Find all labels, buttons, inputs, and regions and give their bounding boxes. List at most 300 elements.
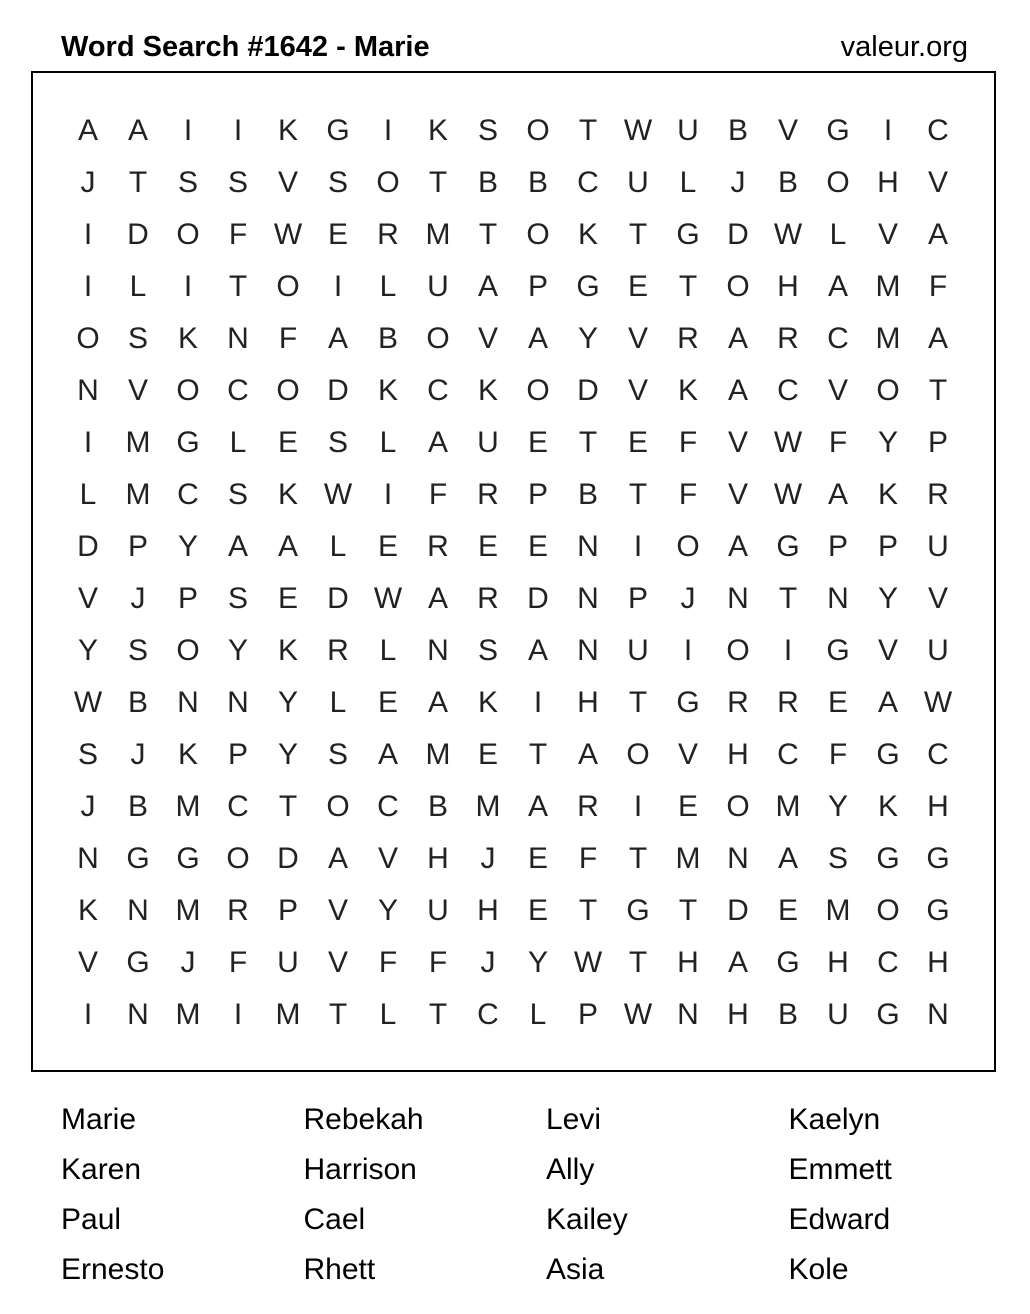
grid-letter: U [627, 634, 649, 667]
grid-letter: E [627, 426, 648, 459]
grid-letter: O [176, 374, 200, 407]
grid-letter: M [175, 998, 201, 1031]
grid-letter: E [377, 686, 398, 719]
grid-letter: I [883, 114, 893, 147]
grid-letter: A [477, 270, 498, 303]
grid-letter: W [623, 114, 653, 147]
grid-letter: A [427, 582, 448, 615]
grid-letter: T [278, 790, 298, 823]
grid-letter: V [327, 946, 348, 979]
grid-letter: R [377, 218, 399, 251]
grid-letter: K [577, 218, 598, 251]
grid-letter: E [477, 530, 498, 563]
grid-letter: L [379, 998, 397, 1031]
grid-letter: D [527, 582, 549, 615]
grid-letter: E [627, 270, 648, 303]
grid-letter: G [776, 530, 800, 563]
grid-letter: K [877, 790, 898, 823]
grid-letter: K [77, 894, 98, 927]
grid-letter: A [827, 478, 848, 511]
grid-letter: E [527, 530, 548, 563]
grid-letter: G [176, 426, 200, 459]
grid-letter: L [229, 426, 247, 459]
grid-letter: S [227, 166, 248, 199]
grid-letter: F [678, 478, 698, 511]
word-list-item: Harrison [303, 1153, 417, 1186]
grid-letter: R [577, 790, 599, 823]
word-list-item: Emmett [788, 1153, 892, 1186]
grid-letter: B [477, 166, 498, 199]
grid-letter: A [727, 322, 748, 355]
grid-letter: T [428, 998, 448, 1031]
grid-letter: L [829, 218, 847, 251]
grid-letter: F [228, 946, 248, 979]
grid-letter: R [327, 634, 349, 667]
grid-letter: Y [277, 686, 298, 719]
grid-letter: O [876, 374, 900, 407]
grid-letter: N [577, 634, 599, 667]
grid-letter: B [577, 478, 598, 511]
grid-letter: K [177, 738, 198, 771]
grid-letter: W [923, 686, 953, 719]
grid-letter: K [377, 374, 398, 407]
grid-letter: T [628, 686, 648, 719]
grid-letter: V [77, 946, 98, 979]
grid-letter: N [127, 894, 149, 927]
grid-letter: C [577, 166, 599, 199]
grid-letter: I [183, 270, 193, 303]
grid-letter: B [427, 790, 448, 823]
grid-letter: T [578, 894, 598, 927]
grid-letter: N [577, 530, 599, 563]
grid-letter: V [327, 894, 348, 927]
grid-letter: S [227, 478, 248, 511]
grid-letter: P [527, 478, 548, 511]
grid-letter: V [777, 114, 798, 147]
word-list-item: Kaelyn [788, 1103, 881, 1136]
grid-letter: T [628, 478, 648, 511]
grid-letter: I [383, 114, 393, 147]
grid-letter: U [477, 426, 499, 459]
grid-letter: E [527, 842, 548, 875]
word-list-item: Rebekah [303, 1103, 424, 1136]
grid-letter: T [678, 270, 698, 303]
grid-letter: B [527, 166, 548, 199]
grid-letter: L [379, 426, 397, 459]
grid-letter: S [127, 322, 148, 355]
grid-letter: E [677, 790, 698, 823]
grid-letter: M [425, 218, 451, 251]
grid-letter: O [876, 894, 900, 927]
grid-letter: E [527, 894, 548, 927]
grid-letter: H [427, 842, 449, 875]
grid-letter: C [477, 998, 499, 1031]
word-list [61, 1095, 1030, 1295]
grid-letter: S [77, 738, 98, 771]
grid-letter: W [573, 946, 603, 979]
grid-letter: G [676, 686, 700, 719]
word-list-item: Ally [546, 1153, 595, 1186]
grid-letter: P [877, 530, 898, 563]
grid-letter: B [727, 114, 748, 147]
grid-letter: G [876, 998, 900, 1031]
grid-letter: K [477, 374, 498, 407]
grid-letter: R [677, 322, 699, 355]
grid-letter: O [76, 322, 100, 355]
grid-letter: N [77, 842, 99, 875]
grid-letter: G [926, 894, 950, 927]
grid-letter: N [127, 998, 149, 1031]
grid-letter: T [928, 374, 948, 407]
grid-letter: V [727, 478, 748, 511]
grid-letter: G [176, 842, 200, 875]
grid-letter: I [683, 634, 693, 667]
grid-letter: S [477, 634, 498, 667]
grid-letter: U [427, 270, 449, 303]
grid-letter: J [80, 166, 96, 199]
grid-letter: S [327, 426, 348, 459]
grid-letter: C [827, 322, 849, 355]
grid-letter: M [125, 426, 151, 459]
grid-letter: C [777, 374, 799, 407]
grid-letter: Y [177, 530, 198, 563]
grid-letter: T [328, 998, 348, 1031]
grid-letter: B [127, 790, 148, 823]
grid-letter: P [277, 894, 298, 927]
puzzle-title: Word Search #1642 - Marie [61, 31, 430, 63]
grid-letter: L [129, 270, 147, 303]
grid-letter: N [927, 998, 949, 1031]
grid-letter: N [227, 322, 249, 355]
grid-letter: C [227, 374, 249, 407]
grid-letter: O [526, 218, 550, 251]
grid-letter: J [680, 582, 696, 615]
grid-letter: M [425, 738, 451, 771]
word-list-item: Karen [61, 1153, 142, 1186]
grid-letter: C [777, 738, 799, 771]
grid-letter: F [928, 270, 948, 303]
grid-letter: J [730, 166, 746, 199]
grid-letter: V [127, 374, 148, 407]
grid-letter: D [727, 894, 749, 927]
grid-letter: G [126, 946, 150, 979]
grid-letter: H [827, 946, 849, 979]
grid-letter: W [623, 998, 653, 1031]
grid-letter: J [130, 582, 146, 615]
grid-letter: U [627, 166, 649, 199]
grid-letter: K [277, 114, 298, 147]
grid-letter: N [727, 842, 749, 875]
grid-letter: I [83, 426, 93, 459]
word-list-item: Kole [788, 1253, 849, 1286]
grid-letter: O [376, 166, 400, 199]
grid-letter: Y [577, 322, 598, 355]
grid-letter: P [127, 530, 148, 563]
grid-letter: R [777, 322, 799, 355]
word-list-item: Levi [546, 1103, 602, 1136]
grid-letter: Y [77, 634, 98, 667]
word-list-item: Paul [61, 1203, 122, 1236]
grid-letter: I [633, 790, 643, 823]
grid-letter: H [727, 998, 749, 1031]
grid-letter: N [677, 998, 699, 1031]
grid-letter: O [626, 738, 650, 771]
grid-letter: A [927, 218, 948, 251]
grid-letter: A [577, 738, 598, 771]
grid-letter: G [326, 114, 350, 147]
grid-letter: P [527, 270, 548, 303]
grid-letter: A [227, 530, 248, 563]
grid-letter: Y [877, 426, 898, 459]
grid-letter: C [927, 738, 949, 771]
grid-letter: V [277, 166, 298, 199]
grid-letter: N [77, 374, 99, 407]
grid-letter: H [477, 894, 499, 927]
grid-letter: I [333, 270, 343, 303]
grid-letter: A [727, 374, 748, 407]
grid-letter: L [529, 998, 547, 1031]
grid-letter: J [180, 946, 196, 979]
grid-letter: S [327, 738, 348, 771]
grid-letter: F [828, 738, 848, 771]
grid-letter: U [927, 530, 949, 563]
grid-letter: A [777, 842, 798, 875]
grid-letter: O [526, 374, 550, 407]
grid-letter: G [576, 270, 600, 303]
grid-letter: O [726, 634, 750, 667]
grid-letter: G [876, 738, 900, 771]
grid-letter: U [927, 634, 949, 667]
grid-letter: G [826, 634, 850, 667]
word-list-item: Rhett [303, 1253, 376, 1286]
grid-letter: B [377, 322, 398, 355]
grid-letter: E [277, 426, 298, 459]
grid-letter: F [678, 426, 698, 459]
grid-letter: N [577, 582, 599, 615]
grid-letter: S [327, 166, 348, 199]
grid-letter: P [577, 998, 598, 1031]
grid-letter: M [175, 790, 201, 823]
grid-letter: V [677, 738, 698, 771]
grid-letter: M [175, 894, 201, 927]
grid-letter: L [79, 478, 97, 511]
grid-letter: R [427, 530, 449, 563]
grid-letter: O [276, 270, 300, 303]
grid-letter: H [777, 270, 799, 303]
grid-letter: L [379, 270, 397, 303]
grid-letter: I [783, 634, 793, 667]
grid-letter: F [378, 946, 398, 979]
word-list-item: Edward [788, 1203, 891, 1236]
grid-letter: U [277, 946, 299, 979]
grid-letter: G [626, 894, 650, 927]
grid-letter: J [130, 738, 146, 771]
grid-letter: T [628, 946, 648, 979]
grid-letter: W [273, 218, 303, 251]
grid-letter: E [377, 530, 398, 563]
grid-letter: C [177, 478, 199, 511]
grid-letter: G [776, 946, 800, 979]
grid-letter: H [577, 686, 599, 719]
grid-letter: G [826, 114, 850, 147]
grid-letter: U [677, 114, 699, 147]
grid-letter: A [527, 790, 548, 823]
grid-letter: D [77, 530, 99, 563]
grid-letter: T [478, 218, 498, 251]
grid-letter: S [827, 842, 848, 875]
grid-letter: T [228, 270, 248, 303]
grid-letter: O [676, 530, 700, 563]
letter-grid [63, 105, 963, 1041]
grid-letter: E [277, 582, 298, 615]
grid-letter: V [927, 582, 948, 615]
grid-letter: A [827, 270, 848, 303]
grid-letter: U [427, 894, 449, 927]
grid-letter: V [627, 374, 648, 407]
grid-letter: L [379, 634, 397, 667]
grid-letter: A [877, 686, 898, 719]
grid-letter: K [177, 322, 198, 355]
grid-letter: V [927, 166, 948, 199]
grid-letter: H [727, 738, 749, 771]
grid-letter: R [777, 686, 799, 719]
grid-letter: P [177, 582, 198, 615]
grid-letter: I [533, 686, 543, 719]
grid-letter: W [323, 478, 353, 511]
grid-letter: T [678, 894, 698, 927]
grid-letter: I [233, 998, 243, 1031]
grid-letter: M [775, 790, 801, 823]
grid-letter: R [727, 686, 749, 719]
grid-letter: B [777, 998, 798, 1031]
grid-letter: O [526, 114, 550, 147]
grid-letter: D [577, 374, 599, 407]
grid-letter: P [827, 530, 848, 563]
grid-letter: J [80, 790, 96, 823]
grid-letter: G [126, 842, 150, 875]
grid-letter: S [177, 166, 198, 199]
grid-letter: M [675, 842, 701, 875]
grid-letter: W [73, 686, 103, 719]
grid-letter: D [327, 582, 349, 615]
grid-letter: W [373, 582, 403, 615]
grid-letter: A [527, 322, 548, 355]
grid-letter: H [677, 946, 699, 979]
grid-letter: K [677, 374, 698, 407]
grid-letter: W [773, 426, 803, 459]
grid-letter: C [927, 114, 949, 147]
grid-letter: M [825, 894, 851, 927]
grid-letter: N [727, 582, 749, 615]
grid-letter: A [527, 634, 548, 667]
grid-letter: O [426, 322, 450, 355]
grid-letter: M [125, 478, 151, 511]
grid-letter: A [927, 322, 948, 355]
grid-letter: N [227, 686, 249, 719]
grid-letter: F [578, 842, 598, 875]
site-name: valeur.org [840, 31, 968, 63]
grid-letter: I [233, 114, 243, 147]
grid-letter: V [877, 634, 898, 667]
grid-letter: T [428, 166, 448, 199]
grid-letter: K [277, 478, 298, 511]
grid-letter: P [627, 582, 648, 615]
grid-letter: C [877, 946, 899, 979]
grid-letter: R [477, 582, 499, 615]
grid-letter: E [777, 894, 798, 927]
grid-letter: V [477, 322, 498, 355]
grid-letter: I [633, 530, 643, 563]
grid-letter: F [278, 322, 298, 355]
grid-letter: H [927, 946, 949, 979]
grid-letter: V [627, 322, 648, 355]
grid-letter: A [277, 530, 298, 563]
grid-letter: A [377, 738, 398, 771]
grid-letter: M [875, 322, 901, 355]
grid-letter: D [727, 218, 749, 251]
grid-letter: V [827, 374, 848, 407]
grid-letter: R [227, 894, 249, 927]
grid-letter: G [926, 842, 950, 875]
grid-letter: O [226, 842, 250, 875]
grid-letter: I [83, 218, 93, 251]
grid-letter: H [927, 790, 949, 823]
grid-letter: Y [227, 634, 248, 667]
word-list-item: Kailey [546, 1203, 628, 1236]
grid-letter: T [628, 218, 648, 251]
grid-letter: K [877, 478, 898, 511]
grid-letter: T [528, 738, 548, 771]
grid-letter: P [927, 426, 948, 459]
grid-letter: F [428, 946, 448, 979]
grid-letter: E [527, 426, 548, 459]
grid-letter: C [377, 790, 399, 823]
word-list-item: Cael [303, 1203, 366, 1236]
grid-letter: W [773, 218, 803, 251]
grid-letter: I [183, 114, 193, 147]
grid-letter: M [475, 790, 501, 823]
grid-letter: O [726, 790, 750, 823]
grid-letter: K [277, 634, 298, 667]
grid-letter: G [876, 842, 900, 875]
word-list-item: Marie [61, 1103, 137, 1136]
grid-letter: H [877, 166, 899, 199]
grid-letter: V [377, 842, 398, 875]
grid-letter: A [327, 322, 348, 355]
grid-letter: V [727, 426, 748, 459]
grid-letter: A [427, 426, 448, 459]
grid-letter: P [227, 738, 248, 771]
grid-letter: A [327, 842, 348, 875]
grid-letter: O [276, 374, 300, 407]
grid-letter: N [427, 634, 449, 667]
grid-letter: A [727, 946, 748, 979]
grid-letter: Y [877, 582, 898, 615]
grid-letter: T [578, 426, 598, 459]
grid-letter: U [827, 998, 849, 1031]
grid-letter: D [277, 842, 299, 875]
grid-letter: N [177, 686, 199, 719]
grid-letter: J [480, 842, 496, 875]
grid-letter: F [228, 218, 248, 251]
grid-letter: I [83, 270, 93, 303]
grid-letter: O [176, 634, 200, 667]
grid-letter: E [327, 218, 348, 251]
grid-letter: R [477, 478, 499, 511]
grid-letter: G [676, 218, 700, 251]
grid-letter: E [477, 738, 498, 771]
grid-letter: I [83, 998, 93, 1031]
